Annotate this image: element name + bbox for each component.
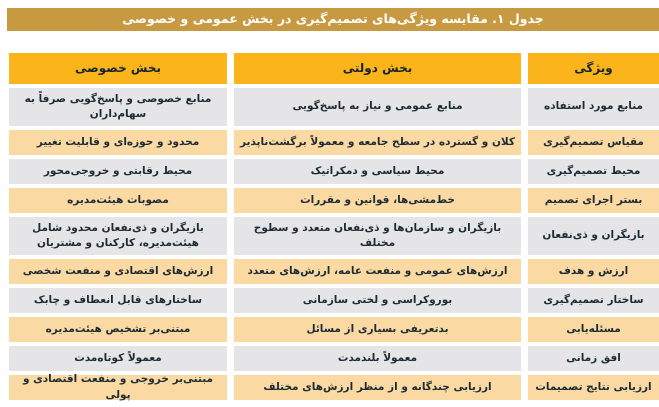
cell-feature-stakeholders: بازیگران و ذی‌نفعان [528, 217, 659, 255]
column-header-public-sector: بخش دولتی [234, 53, 521, 84]
cell-public-horizon: معمولاً بلندمدت [234, 346, 521, 371]
cell-public-context: خط‌مشی‌ها، قوانین و مقررات [234, 188, 521, 213]
cell-public-values: ارزش‌های عمومی و منفعت عامه، ارزش‌های متعدد [234, 259, 521, 284]
cell-private-horizon: معمولاً کوتاه‌مدت [9, 346, 227, 371]
cell-private-environment: محیط رقابتی و خروجی‌محور [9, 159, 227, 184]
cell-feature-values: ارزش و هدف [528, 259, 659, 284]
cell-private-context: مصوبات هیئت‌مدیره [9, 188, 227, 213]
cell-feature-resources: منابع مورد استفاده [528, 88, 659, 126]
cell-feature-environment: محیط تصمیم‌گیری [528, 159, 659, 184]
table-title-bar [7, 8, 659, 31]
cell-private-scale: محدود و حوزه‌ای و قابلیت تغییر [9, 130, 227, 155]
cell-feature-scale: مقیاس تصمیم‌گیری [528, 130, 659, 155]
cell-public-stakeholders: بازیگران و سازمان‌ها و ذی‌نفعان متعدد و سطوح مختلف [234, 217, 521, 255]
table-title: جدول ۱. مقایسه ویژگی‌های تصمیم‌گیری در بخش عمومی و خصوصی [122, 11, 544, 27]
column-header-private-sector: بخش خصوصی [9, 53, 227, 84]
cell-feature-structure: ساختار تصمیم‌گیری [528, 288, 659, 313]
cell-public-environment: محیط سیاسی و دمکراتیک [234, 159, 521, 184]
cell-public-scale: کلان و گسترده در سطح جامعه و معمولاً برگشت‌ناپذیر [234, 130, 521, 155]
cell-private-structure: ساختارهای قابل انعطاف و چابک [9, 288, 227, 313]
cell-public-structure: بوروکراسی و لختی سازمانی [234, 288, 521, 313]
cell-private-resources: منابع خصوصی و پاسخ‌گویی صرفاً به سهام‌داران [9, 88, 227, 126]
column-header-feature: ویژگی [528, 53, 659, 84]
comparison-table [7, 53, 659, 400]
cell-private-values: ارزش‌های اقتصادی و منفعت شخصی [9, 259, 227, 284]
cell-public-resources: منابع عمومی و نیاز به پاسخ‌گویی [234, 88, 521, 126]
cell-feature-horizon: افق زمانی [528, 346, 659, 371]
cell-feature-context: بستر اجرای تصمیم [528, 188, 659, 213]
cell-public-problem-finding: بدتعریفی بسیاری از مسائل [234, 317, 521, 342]
cell-feature-evaluation: ارزیابی نتایج تصمیمات [528, 375, 659, 400]
cell-feature-problem-finding: مسئله‌یابی [528, 317, 659, 342]
cell-private-stakeholders: بازیگران و ذی‌نفعان محدود شامل هیئت‌مدیره، کارکنان و مشتریان [9, 217, 227, 255]
cell-public-evaluation: ارزیابی چندگانه و از منظر ارزش‌های مختلف [234, 375, 521, 400]
cell-private-problem-finding: مبتنی‌بر تشخیص هیئت‌مدیره [9, 317, 227, 342]
cell-private-evaluation: مبتنی‌بر خروجی و منفعت اقتصادی و پولی [9, 375, 227, 400]
